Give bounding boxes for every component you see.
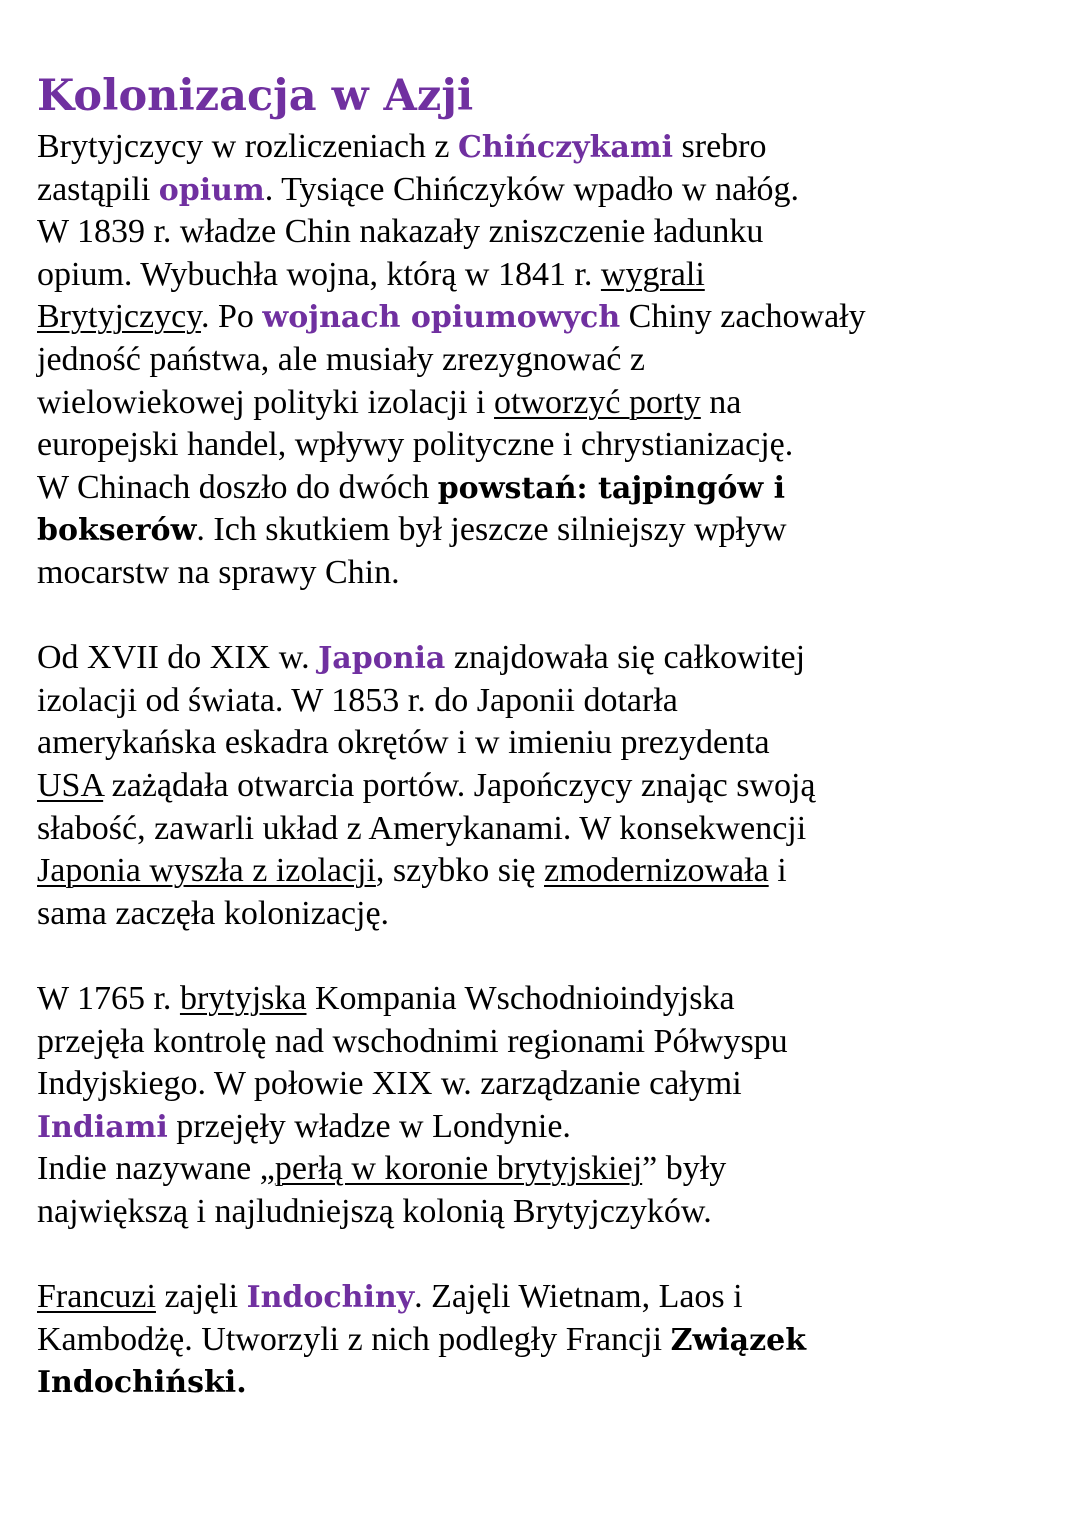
text-line — [37, 1191, 712, 1233]
text-run: jedność państwa, ale musiały zrezygnować z — [37, 341, 645, 378]
text-line — [37, 637, 805, 679]
text-line — [37, 978, 735, 1020]
text-run: przejęły władze w Londynie. — [167, 1107, 571, 1145]
highlighted-term: Japonia — [318, 641, 446, 677]
text-run: . Ich skutkiem był jeszcze silniejszy wpływ — [196, 511, 787, 549]
text-run: zastąpili — [37, 170, 159, 208]
text-line — [37, 1063, 742, 1105]
underlined-term: Brytyjczycy — [37, 298, 201, 336]
text-run: Kompania Wschodnioindyjska — [306, 980, 735, 1017]
text-line — [37, 254, 705, 296]
text-run: W Chinach doszło do dwóch — [37, 468, 438, 506]
text-run: . Zajęli Wietnam, Laos i — [414, 1278, 743, 1316]
text-line — [37, 1106, 571, 1148]
text-run: ” były — [642, 1150, 727, 1188]
text-line — [37, 509, 787, 551]
highlighted-term: wojnach opiumowych — [262, 300, 621, 336]
text-line — [37, 850, 787, 892]
text-run: przejęła kontrolę nad wschodnimi regionami Półwyspu — [37, 1022, 788, 1060]
text-run: wielowiekowej polityki izolacji i — [37, 383, 495, 421]
text-line — [37, 126, 766, 168]
text-run: Indie nazywane „ — [37, 1150, 275, 1188]
text-run: Chiny zachowały — [620, 298, 866, 336]
text-run: zajęli — [155, 1278, 247, 1316]
underlined-term: perłą w koronie brytyjskiej — [274, 1150, 643, 1188]
text-run: największą i najludniejszą kolonią Brytyjczyków. — [37, 1193, 712, 1230]
text-run: Brytyjczycy w rozliczeniach z — [37, 128, 459, 165]
text-run: , szybko się — [375, 852, 545, 890]
text-run: europejski handel, wpływy polityczne i chrystianizację. — [37, 426, 794, 464]
bold-term: bokserów — [37, 513, 197, 549]
text-run: znajdowała się całkowitej — [445, 639, 806, 677]
text-run: amerykańska eskadra okrętów i w imieniu prezydenta — [37, 724, 770, 762]
text-run: sama zaczęła kolonizację. — [37, 894, 390, 932]
bold-term: Związek — [670, 1322, 807, 1358]
text-line — [37, 680, 678, 722]
highlighted-term: Indiami — [37, 1109, 168, 1145]
underlined-term: Francuzi — [37, 1278, 156, 1316]
bold-term: Indochiński. — [37, 1365, 247, 1401]
text-line — [37, 893, 389, 935]
text-run: W 1765 r. — [37, 980, 180, 1017]
text-run: zażądała otwarcia portów. Japończycy znając swoją — [103, 767, 816, 804]
text-run: i — [768, 852, 787, 890]
text-line — [37, 339, 645, 381]
underlined-term: otworzyć porty — [494, 383, 701, 421]
text-run: . Po — [200, 298, 263, 336]
page-title: Kolonizacja w Azji — [37, 71, 474, 121]
text-run: mocarstw na sprawy Chin. — [37, 554, 400, 591]
text-line — [37, 211, 763, 253]
underlined-term: zmodernizowała — [544, 852, 769, 890]
text-line — [37, 1319, 806, 1361]
highlighted-term: Chińczykami — [458, 130, 674, 165]
text-run: W 1839 r. władze Chin nakazały zniszczenie ładunku — [37, 213, 764, 251]
text-line — [37, 722, 770, 764]
highlighted-term: opium — [158, 172, 265, 208]
text-line — [37, 1276, 743, 1318]
text-run: opium. Wybuchła wojna, którą w 1841 r. — [37, 255, 601, 293]
underlined-term: Japonia wyszła z izolacji — [37, 852, 376, 890]
highlighted-term: Indochiny — [246, 1280, 415, 1316]
text-line — [37, 296, 866, 338]
text-line — [37, 552, 400, 594]
text-line — [37, 1361, 247, 1403]
text-line — [37, 169, 799, 211]
text-run: Indyjskiego. W połowie XIX w. zarządzanie całymi — [37, 1065, 742, 1103]
text-run: Kambodżę. Utworzyli z nich podległy Francji — [37, 1320, 671, 1358]
underlined-term: USA — [37, 767, 104, 804]
text-run: na — [700, 383, 742, 421]
text-line — [37, 424, 793, 466]
text-line — [37, 808, 806, 850]
text-run: izolacji od świata. W 1853 r. do Japonii dotarła — [37, 681, 678, 719]
text-line — [37, 1021, 788, 1063]
text-run: . Tysiące Chińczyków wpadło w nałóg. — [264, 170, 800, 208]
text-run: Od XVII do XIX w. — [37, 639, 319, 677]
underlined-term: wygrali — [600, 255, 705, 293]
text-line — [37, 467, 785, 509]
bold-term: powstań: tajpingów i — [437, 470, 786, 506]
text-run: słabość, zawarli układ z Amerykanami. W konsekwencji — [37, 809, 807, 847]
underlined-term: brytyjska — [179, 980, 307, 1017]
text-run: srebro — [673, 128, 767, 165]
text-line — [37, 382, 741, 424]
text-line — [37, 1148, 726, 1190]
text-line — [37, 765, 816, 807]
